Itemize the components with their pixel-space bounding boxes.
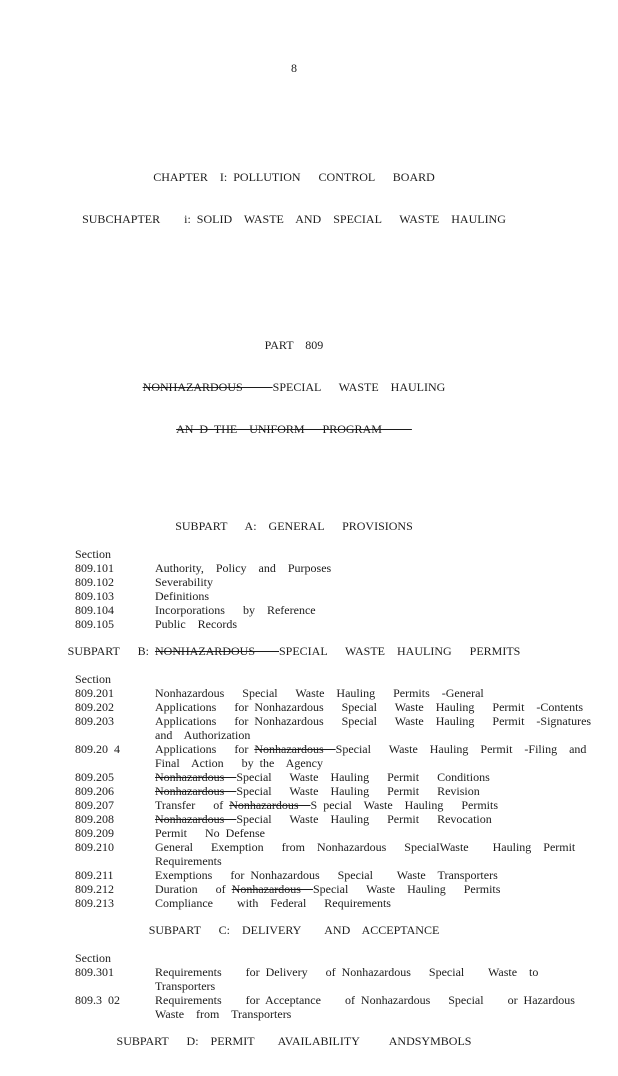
text-segment: and Authorization (155, 728, 251, 742)
section-title (155, 603, 618, 617)
toc-entry-row (75, 561, 618, 575)
text-segment: SUBPART B: (67, 644, 155, 658)
section-title (155, 686, 618, 700)
subpart-block (0, 519, 618, 631)
text-segment: SPECIAL WASTE HAULING PERMITS (279, 644, 521, 658)
toc-entry-row (75, 896, 618, 910)
chapter-title: CHAPTER I: POLLUTION CONTROL BOARD (153, 170, 435, 184)
section-title-line (155, 770, 618, 784)
section-number: 809.212 (75, 882, 114, 896)
toc-entry-row (75, 812, 618, 826)
section-title (155, 561, 618, 575)
subpart-heading (0, 923, 588, 937)
toc-entry-row (75, 882, 618, 896)
section-title-line (155, 728, 618, 742)
text-segment: Exemptions for Nonhazardous Special Waste Transporters (155, 868, 498, 882)
subchapter-title: SUBCHAPTER i: SOLID WASTE AND SPECIAL WASTE HAULING (82, 212, 506, 226)
part-number-line: PART 809 (264, 338, 324, 352)
section-title-line (155, 561, 618, 575)
section-title-line (155, 617, 618, 631)
text-segment: Duration of (155, 882, 232, 896)
section-title (155, 882, 618, 896)
toc-entry-row (75, 617, 618, 631)
section-number: 809.20 4 (75, 742, 120, 756)
toc-entry-row (75, 784, 618, 798)
toc-entry-row (75, 840, 618, 868)
section-title (155, 575, 618, 589)
section-title-line (155, 868, 618, 882)
section-number: 809.206 (75, 784, 114, 798)
section-number: 809.208 (75, 812, 114, 826)
section-title (155, 965, 618, 993)
text-segment: Nonhazardous Special Waste Hauling Permits -General (155, 686, 484, 700)
struck-text: NONHAZARDOUS (142, 380, 273, 394)
section-title (155, 993, 618, 1021)
section-number: 809.101 (75, 561, 114, 575)
text-segment: Special Waste Hauling Permits (312, 882, 501, 896)
section-number: 809.211 (75, 868, 114, 882)
toc-subparts (0, 519, 618, 1048)
section-title-line (155, 686, 618, 700)
section-number: 809.201 (75, 686, 114, 700)
section-column-label: Section (75, 951, 111, 965)
section-title (155, 589, 618, 603)
section-title-line (155, 854, 618, 868)
toc-entry-row (75, 589, 618, 603)
text-segment: Transporters (155, 979, 216, 993)
section-title-line (155, 1007, 618, 1021)
part-title-block (0, 310, 618, 464)
text-segment: Public Records (155, 617, 237, 631)
part-title-line2 (0, 380, 588, 394)
subpart-heading (0, 644, 588, 658)
part-title-line3 (0, 422, 588, 436)
section-title-line (155, 784, 618, 798)
text-segment: Special Waste Hauling Permit Revision (236, 784, 480, 798)
text-segment: Applications for Nonhazardous Special Waste Hauling Permit -Contents (155, 700, 584, 714)
section-number: 809.209 (75, 826, 114, 840)
subpart-block (0, 1034, 618, 1048)
section-title-line (155, 575, 618, 589)
text-segment: SUBPART C: DELIVERY AND ACCEPTANCE (148, 923, 440, 937)
text-segment: Special Waste Hauling Permit -Filing and (335, 742, 587, 756)
page-number: 8 (291, 61, 297, 75)
text-segment: SPECIAL WASTE HAULING (272, 380, 446, 394)
section-title (155, 826, 618, 840)
section-column-label: Section (75, 672, 111, 686)
text-segment: Requirements for Acceptance of Nonhazardous Special or Hazardous (155, 993, 575, 1007)
section-title (155, 896, 618, 910)
text-segment: Compliance with Federal Requirements (155, 896, 391, 910)
struck-text: Nonhazardous (155, 784, 237, 798)
section-title-line (155, 993, 618, 1007)
section-number: 809.213 (75, 896, 114, 910)
text-segment: Requirements for Delivery of Nonhazardous Special Waste to (155, 965, 539, 979)
section-column-label: Section (75, 547, 111, 561)
text-segment: Requirements (155, 854, 222, 868)
toc-entry-row (75, 965, 618, 993)
struck-text: Nonhazardous (155, 770, 237, 784)
subpart-heading (0, 1034, 588, 1048)
chapter-header (0, 142, 618, 254)
section-title (155, 742, 618, 770)
section-title (155, 798, 618, 812)
struck-text: Nonhazardous (229, 798, 311, 812)
text-segment: Definitions (155, 589, 209, 603)
section-number: 809.203 (75, 714, 114, 728)
section-number: 809.105 (75, 617, 114, 631)
section-title-line (155, 979, 618, 993)
section-title-line (155, 896, 618, 910)
section-title (155, 714, 618, 742)
text-segment: Final Action by the Agency (155, 756, 323, 770)
toc-entry-row (75, 798, 618, 812)
section-title (155, 784, 618, 798)
section-title (155, 812, 618, 826)
struck-text: Nonhazardous (155, 812, 237, 826)
section-number: 809.205 (75, 770, 114, 784)
section-title-line (155, 826, 618, 840)
subpart-block (0, 644, 618, 910)
toc-entry-row (75, 868, 618, 882)
section-title (155, 770, 618, 784)
section-title (155, 700, 618, 714)
text-segment: SUBPART A: GENERAL PROVISIONS (175, 519, 413, 533)
section-title (155, 840, 618, 868)
toc-entry-row (75, 603, 618, 617)
struck-text: AN D THE UNIFORM PROGRAM (176, 422, 412, 436)
text-segment: Special Waste Hauling Permit Conditions (236, 770, 490, 784)
section-number: 809.102 (75, 575, 114, 589)
toc-entry-row (75, 575, 618, 589)
section-title-line (155, 840, 618, 854)
section-title-line (155, 756, 618, 770)
text-segment: Severability (155, 575, 213, 589)
toc-entry-row (75, 742, 618, 770)
section-number: 809.103 (75, 589, 114, 603)
struck-text: NONHAZARDOUS (154, 644, 279, 658)
text-segment: Authority, Policy and Purposes (155, 561, 332, 575)
section-number: 809.202 (75, 700, 114, 714)
struck-text: Nonhazardous (254, 742, 336, 756)
section-number: 809.3 02 (75, 993, 120, 1007)
section-number: 809.210 (75, 840, 114, 854)
text-segment: Waste from Transporters (155, 1007, 292, 1021)
text-segment: General Exemption from Nonhazardous SpecialWaste Hauling Permit (155, 840, 576, 854)
text-segment: Transfer of (155, 798, 230, 812)
section-title-line (155, 603, 618, 617)
text-segment: Special Waste Hauling Permit Revocation (236, 812, 492, 826)
toc-entry-row (75, 770, 618, 784)
toc-entry-row (75, 993, 618, 1021)
text-segment: Applications for Nonhazardous Special Waste Hauling Permit -Signatures (155, 714, 592, 728)
text-segment: Incorporations by Reference (155, 603, 316, 617)
toc-entry-row (75, 686, 618, 700)
toc-entry-row (75, 714, 618, 742)
section-title-line (155, 700, 618, 714)
subpart-block (0, 923, 618, 1021)
section-number: 809.207 (75, 798, 114, 812)
struck-text: Nonhazardous (231, 882, 313, 896)
toc-entry-row (75, 700, 618, 714)
text-segment: Applications for (155, 742, 255, 756)
section-title-line (155, 882, 618, 896)
section-title-line (155, 812, 618, 826)
section-title (155, 868, 618, 882)
section-number: 809.104 (75, 603, 114, 617)
section-title-line (155, 965, 618, 979)
section-title-line (155, 798, 618, 812)
section-title (155, 617, 618, 631)
text-segment: S pecial Waste Hauling Permits (310, 798, 498, 812)
section-number: 809.301 (75, 965, 114, 979)
toc-entry-row (75, 826, 618, 840)
subpart-heading (0, 519, 588, 533)
section-title-line (155, 714, 618, 728)
section-title-line (155, 742, 618, 756)
text-segment: SUBPART D: PERMIT AVAILABILITY ANDSYMBOLS (116, 1034, 472, 1048)
text-segment: Permit No Defense (155, 826, 265, 840)
section-title-line (155, 589, 618, 603)
